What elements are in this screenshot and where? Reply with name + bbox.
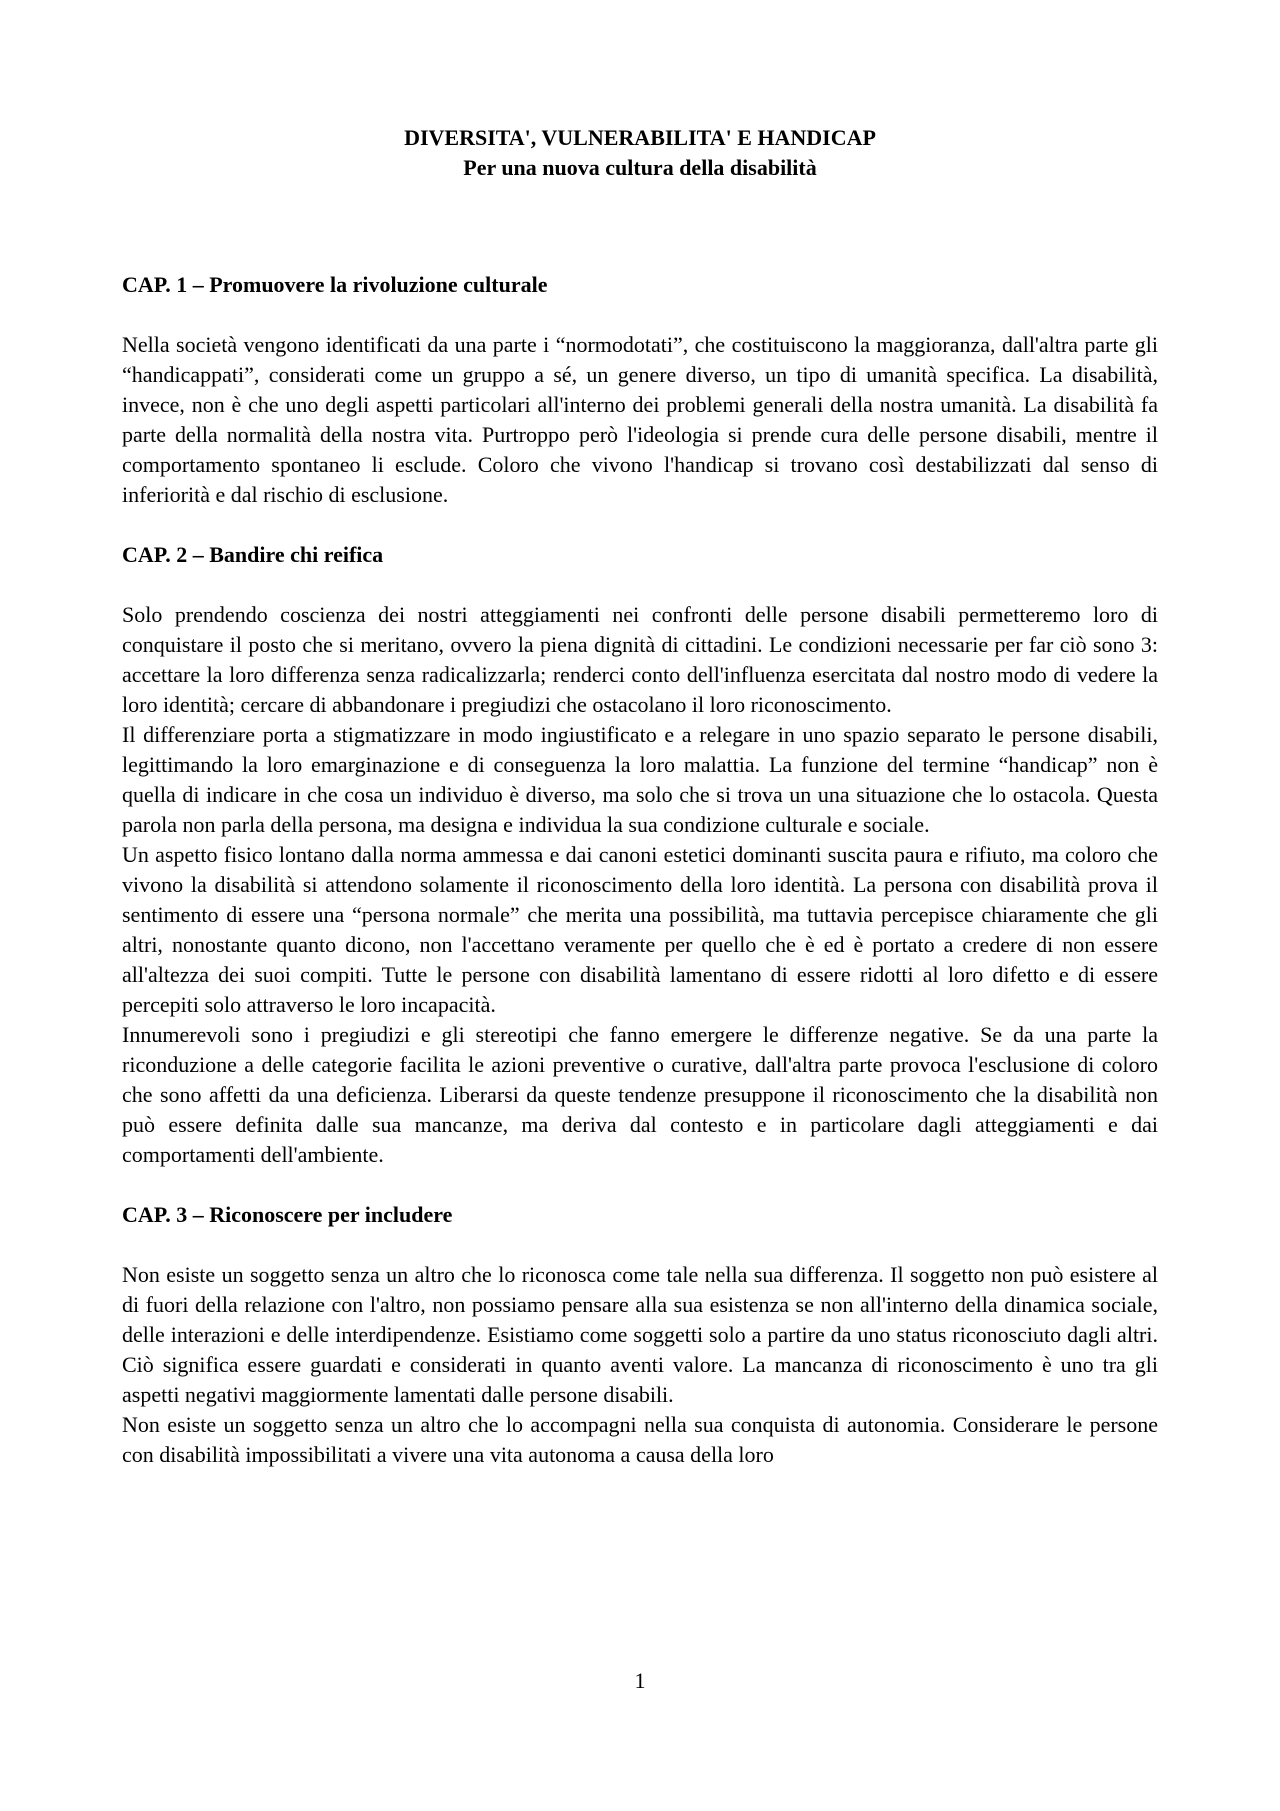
paragraph: Solo prendendo coscienza dei nostri atteggiamenti nei confronti delle persone disabili permetteremo loro di conquistare il posto che si meritano, ovvero la piena dignità di cittadini. Le condizioni necessarie per far ciò sono 3: accettare la loro differenza senza radicalizzarla; renderci conto dell'influenza esercitata dal nostro modo di vedere la loro identità; cercare di abbandonare i pregiudizi che ostacolano il loro riconoscimento.: [122, 602, 1158, 717]
page-number: 1: [634, 1668, 646, 1693]
paragraph: Non esiste un soggetto senza un altro che lo riconosca come tale nella sua differenza. Il soggetto non può esistere al di fuori della relazione con l'altro, non possiamo pensare alla sua esistenza se non all'interno della dinamica sociale, delle interazioni e delle interdipendenze. Esistiamo come soggetti solo a partire da uno status riconosciuto dagli altri. Ciò significa essere guardati e considerati in quanto aventi valore. La mancanza di riconoscimento è uno tra gli aspetti negativi maggiormente lamentati dalle persone disabili.: [122, 1262, 1158, 1407]
paragraph: Il differenziare porta a stigmatizzare in modo ingiustificato e a relegare in uno spazio separato le persone disabili, legittimando la loro emarginazione e di conseguenza la loro malattia. La funzione del termine “handicap” non è quella di indicare in che cosa un individuo è diverso, ma solo che si trova un una situazione che lo ostacola. Questa parola non parla della persona, ma designa e individua la sua condizione culturale e sociale.: [122, 722, 1158, 837]
chapter-heading: CAP. 3 – Riconoscere per includere: [122, 1202, 453, 1227]
document-page: [122, 0, 1158, 1811]
document-title: DIVERSITA', VULNERABILITA' E HANDICAP: [404, 125, 876, 150]
chapter-heading: CAP. 1 – Promuovere la rivoluzione culturale: [122, 272, 548, 297]
document-subtitle: Per una nuova cultura della disabilità: [463, 155, 817, 180]
document-body: [122, 270, 1158, 1500]
paragraph: Non esiste un soggetto senza un altro che lo accompagni nella sua conquista di autonomia. Considerare le persone con disabilità impossibilitati a vivere una vita autonoma a causa della loro: [122, 1412, 1158, 1467]
chapter-3: [122, 1200, 1158, 1470]
chapter-1: [122, 270, 1158, 510]
chapter-heading: CAP. 2 – Bandire chi reifica: [122, 542, 384, 567]
paragraph: Innumerevoli sono i pregiudizi e gli stereotipi che fanno emergere le differenze negative. Se da una parte la riconduzione a delle categorie facilita le azioni preventive o curative, dall'altra parte provoca l'esclusione di coloro che sono affetti da una deficienza. Liberarsi da queste tendenze presuppone il riconoscimento che la disabilità non può essere definita dalle sua mancanze, ma deriva dal contesto e in particolare dagli atteggiamenti e dai comportamenti dell'ambiente.: [122, 1022, 1158, 1167]
paragraph: Un aspetto fisico lontano dalla norma ammessa e dai canoni estetici dominanti suscita paura e rifiuto, ma coloro che vivono la disabilità si attendono solamente il riconoscimento della loro identità. La persona con disabilità prova il sentimento di essere una “persona normale” che merita una possibilità, ma tuttavia percepisce chiaramente che gli altri, nonostante quanto dicono, non l'accettano veramente per quello che è ed è portato a credere di non essere all'altezza dei suoi compiti. Tutte le persone con disabilità lamentano di essere ridotti al loro difetto e di essere percepiti solo attraverso le loro incapacità.: [122, 842, 1158, 1017]
paragraph: Nella società vengono identificati da una parte i “normodotati”, che costituiscono la maggioranza, dall'altra parte gli “handicappati”, considerati come un gruppo a sé, un genere diverso, un tipo di umanità specifica. La disabilità, invece, non è che uno degli aspetti particolari all'interno dei problemi generali della nostra umanità. La disabilità fa parte della normalità della nostra vita. Purtroppo però l'ideologia si prende cura delle persone disabili, mentre il comportamento spontaneo li esclude. Coloro che vivono l'handicap si trovano così destabilizzati dal senso di inferiorità e dal rischio di esclusione.: [122, 332, 1158, 507]
chapter-2: [122, 540, 1158, 1170]
